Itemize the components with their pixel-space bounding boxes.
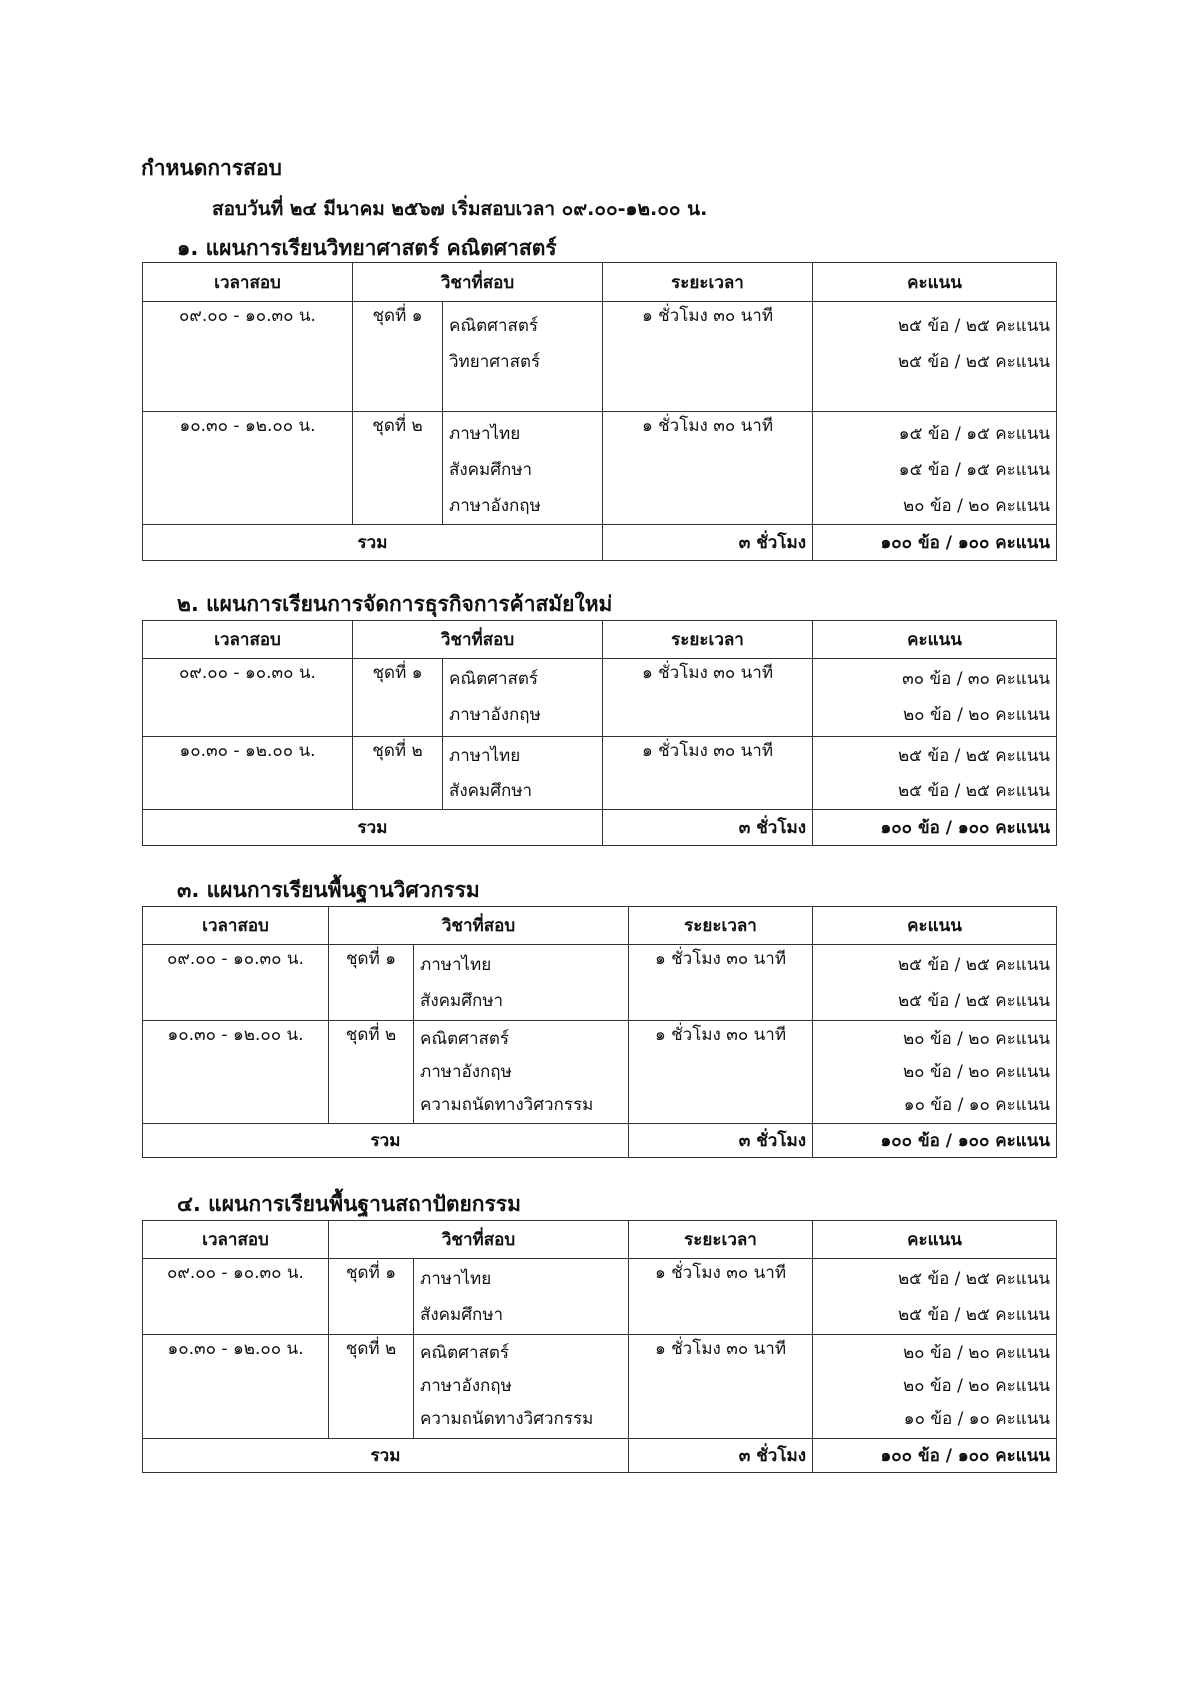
total-score: ๑๐๐ ข้อ / ๑๐๐ คะแนน (813, 525, 1057, 561)
session-time: ๐๙.๐๐ - ๑๐.๓๐ น. (143, 1259, 329, 1335)
subject-name: สังคมศึกษา (449, 781, 533, 801)
session-time: ๐๙.๐๐ - ๑๐.๓๐ น. (143, 945, 329, 1021)
table-header-row (143, 1221, 1057, 1259)
score-value: ๒๕ ข้อ / ๒๕ คะแนน (897, 1305, 1050, 1325)
subject-name: คณิตศาสตร์ (420, 1343, 510, 1363)
header-duration: ระยะเวลา (603, 263, 813, 302)
total-label: รวม (143, 810, 603, 846)
subject-name: สังคมศึกษา (449, 460, 533, 480)
header-duration: ระยะเวลา (603, 621, 813, 659)
score-value: ๒๕ ข้อ / ๒๕ คะแนน (897, 955, 1050, 975)
session-duration: ๑ ชั่วโมง ๓๐ นาที (629, 1021, 813, 1124)
schedule-table-2 (142, 620, 1057, 846)
total-score: ๑๐๐ ข้อ / ๑๐๐ คะแนน (813, 1124, 1057, 1158)
subject-name: ความถนัดทางวิศวกรรม (420, 1095, 594, 1115)
session-scores (813, 1021, 1057, 1124)
session-duration: ๑ ชั่วโมง ๓๐ นาที (629, 945, 813, 1021)
total-row (143, 1124, 1057, 1158)
header-score: คะแนน (813, 1221, 1057, 1259)
session-subjects (414, 1259, 629, 1335)
table-row (143, 1021, 1057, 1124)
table-row (143, 737, 1057, 810)
session-subjects (414, 1335, 629, 1439)
total-row (143, 1439, 1057, 1473)
header-time: เวลาสอบ (143, 907, 329, 945)
score-value: ๒๕ ข้อ / ๒๕ คะแนน (897, 746, 1050, 766)
session-set: ชุดที่ ๒ (353, 412, 443, 525)
session-subjects (443, 302, 603, 412)
score-value: ๒๐ ข้อ / ๒๐ คะแนน (902, 1343, 1050, 1363)
subject-name: คณิตศาสตร์ (449, 316, 539, 336)
session-set: ชุดที่ ๑ (329, 1259, 414, 1335)
total-score: ๑๐๐ ข้อ / ๑๐๐ คะแนน (813, 810, 1057, 846)
session-subjects (443, 659, 603, 737)
total-label: รวม (143, 1124, 629, 1158)
session-subjects (414, 1021, 629, 1124)
table-row (143, 1259, 1057, 1335)
total-label: รวม (143, 525, 603, 561)
header-subject: วิชาที่สอบ (353, 621, 603, 659)
total-label: รวม (143, 1439, 629, 1473)
session-time: ๐๙.๐๐ - ๑๐.๓๐ น. (143, 302, 353, 412)
exam-date-line: สอบวันที่ ๒๔ มีนาคม ๒๕๖๗ เริ่มสอบเวลา ๐๙.๐๐-๑๒.๐๐ น. (212, 198, 708, 220)
subject-name: ภาษาไทย (420, 1269, 492, 1289)
header-subject: วิชาที่สอบ (329, 907, 629, 945)
total-duration: ๓ ชั่วโมง (603, 525, 813, 561)
score-value: ๒๐ ข้อ / ๒๐ คะแนน (902, 1376, 1050, 1396)
session-duration: ๑ ชั่วโมง ๓๐ นาที (603, 659, 813, 737)
session-duration: ๑ ชั่วโมง ๓๐ นาที (629, 1335, 813, 1439)
total-duration: ๓ ชั่วโมง (603, 810, 813, 846)
session-scores (813, 302, 1057, 412)
total-row (143, 525, 1057, 561)
schedule-table-1 (142, 262, 1057, 561)
session-set: ชุดที่ ๒ (353, 737, 443, 810)
total-score: ๑๐๐ ข้อ / ๑๐๐ คะแนน (813, 1439, 1057, 1473)
header-time: เวลาสอบ (143, 1221, 329, 1259)
subject-name: ภาษาอังกฤษ (449, 705, 541, 725)
plan-title-1: ๑. แผนการเรียนวิทยาศาสตร์ คณิตศาสตร์ (177, 236, 557, 260)
session-scores (813, 1335, 1057, 1439)
header-duration: ระยะเวลา (629, 1221, 813, 1259)
plan-title-3: ๓. แผนการเรียนพื้นฐานวิศวกรรม (177, 878, 480, 902)
session-scores (813, 945, 1057, 1021)
table-header-row (143, 907, 1057, 945)
session-duration: ๑ ชั่วโมง ๓๐ นาที (603, 737, 813, 810)
subject-name: ภาษาอังกฤษ (420, 1062, 512, 1082)
subject-name: คณิตศาสตร์ (420, 1029, 510, 1049)
session-duration: ๑ ชั่วโมง ๓๐ นาที (603, 412, 813, 525)
session-time: ๑๐.๓๐ - ๑๒.๐๐ น. (143, 412, 353, 525)
subject-name: สังคมศึกษา (420, 1305, 504, 1325)
subject-name: วิทยาศาสตร์ (449, 352, 541, 372)
table-header-row (143, 621, 1057, 659)
session-scores (813, 659, 1057, 737)
score-value: ๑๐ ข้อ / ๑๐ คะแนน (903, 1409, 1050, 1429)
score-value: ๒๕ ข้อ / ๒๕ คะแนน (897, 316, 1050, 336)
session-set: ชุดที่ ๑ (353, 302, 443, 412)
table-row (143, 945, 1057, 1021)
score-value: ๓๐ ข้อ / ๓๐ คะแนน (902, 669, 1050, 689)
schedule-table-3 (142, 906, 1057, 1158)
header-time: เวลาสอบ (143, 621, 353, 659)
document-title: กำหนดการสอบ (141, 156, 282, 180)
subject-name: ภาษาไทย (449, 424, 521, 444)
score-value: ๒๐ ข้อ / ๒๐ คะแนน (902, 496, 1050, 516)
score-value: ๑๐ ข้อ / ๑๐ คะแนน (903, 1095, 1050, 1115)
score-value: ๑๕ ข้อ / ๑๕ คะแนน (898, 460, 1050, 480)
header-score: คะแนน (813, 263, 1057, 302)
session-scores (813, 412, 1057, 525)
total-duration: ๓ ชั่วโมง (629, 1124, 813, 1158)
table-row (143, 659, 1057, 737)
subject-name: ภาษาอังกฤษ (420, 1376, 512, 1396)
subject-name: สังคมศึกษา (420, 991, 504, 1011)
table-header-row (143, 263, 1057, 302)
session-duration: ๑ ชั่วโมง ๓๐ นาที (603, 302, 813, 412)
session-scores (813, 1259, 1057, 1335)
subject-name: คณิตศาสตร์ (449, 669, 539, 689)
table-row (143, 1335, 1057, 1439)
score-value: ๒๐ ข้อ / ๒๐ คะแนน (902, 1029, 1050, 1049)
subject-name: ภาษาไทย (420, 955, 492, 975)
table-row (143, 412, 1057, 525)
plan-title-4: ๔. แผนการเรียนพื้นฐานสถาปัตยกรรม (177, 1192, 521, 1216)
subject-name: ภาษาไทย (449, 746, 521, 766)
session-subjects (443, 412, 603, 525)
score-value: ๒๕ ข้อ / ๒๕ คะแนน (897, 991, 1050, 1011)
header-time: เวลาสอบ (143, 263, 353, 302)
score-value: ๒๕ ข้อ / ๒๕ คะแนน (897, 1269, 1050, 1289)
session-time: ๑๐.๓๐ - ๑๒.๐๐ น. (143, 1335, 329, 1439)
header-score: คะแนน (813, 621, 1057, 659)
session-set: ชุดที่ ๒ (329, 1021, 414, 1124)
subject-name: ภาษาอังกฤษ (449, 496, 541, 516)
session-time: ๑๐.๓๐ - ๑๒.๐๐ น. (143, 1021, 329, 1124)
total-row (143, 810, 1057, 846)
score-value: ๒๐ ข้อ / ๒๐ คะแนน (902, 705, 1050, 725)
session-time: ๑๐.๓๐ - ๑๒.๐๐ น. (143, 737, 353, 810)
header-subject: วิชาที่สอบ (329, 1221, 629, 1259)
header-score: คะแนน (813, 907, 1057, 945)
session-set: ชุดที่ ๒ (329, 1335, 414, 1439)
subject-name: ความถนัดทางวิศวกรรม (420, 1409, 594, 1429)
session-scores (813, 737, 1057, 810)
session-set: ชุดที่ ๑ (353, 659, 443, 737)
schedule-table-4 (142, 1220, 1057, 1473)
header-subject: วิชาที่สอบ (353, 263, 603, 302)
plan-title-2: ๒. แผนการเรียนการจัดการธุรกิจการค้าสมัยใหม่ (177, 592, 613, 616)
session-set: ชุดที่ ๑ (329, 945, 414, 1021)
table-row (143, 302, 1057, 412)
score-value: ๒๐ ข้อ / ๒๐ คะแนน (902, 1062, 1050, 1082)
session-time: ๐๙.๐๐ - ๑๐.๓๐ น. (143, 659, 353, 737)
total-duration: ๓ ชั่วโมง (629, 1439, 813, 1473)
session-subjects (443, 737, 603, 810)
score-value: ๒๕ ข้อ / ๒๕ คะแนน (897, 781, 1050, 801)
score-value: ๑๕ ข้อ / ๑๕ คะแนน (898, 424, 1050, 444)
session-duration: ๑ ชั่วโมง ๓๐ นาที (629, 1259, 813, 1335)
score-value: ๒๕ ข้อ / ๒๕ คะแนน (897, 352, 1050, 372)
session-subjects (414, 945, 629, 1021)
header-duration: ระยะเวลา (629, 907, 813, 945)
